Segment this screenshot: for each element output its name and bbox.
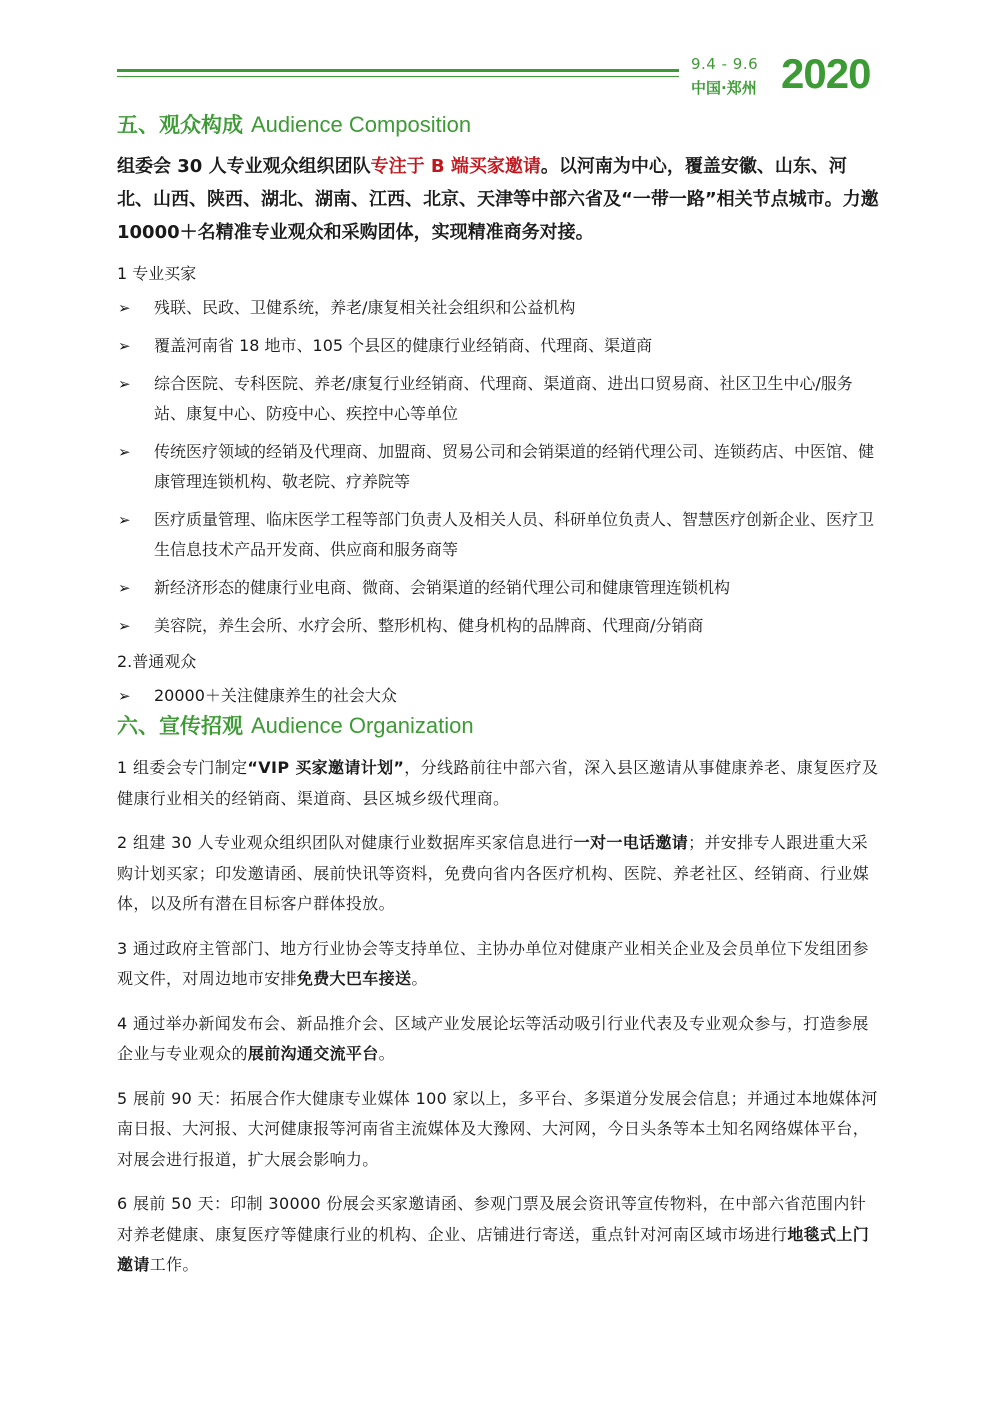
promo-paragraph-2: 2 组建 30 人专业观众组织团队对健康行业数据库买家信息进行一对一电话邀请；并安排专人跟进重大采购计划买家；印发邀请函、展前快讯等资料，免费向省内各医疗机构、医院、养老社区、经销商、行业媒体，以及所有潜在目标客户群体投放。: [117, 833, 870, 913]
list-item: ➢ 20000＋关注健康养生的社会大众: [117, 681, 879, 711]
intro-part2: 。以河南为中心，覆盖安徽、山东、河北、山西、陕西、湖北、湖南、江西、北京、天津等中部六省及“一带一路”相关节点城市。力邀 10000＋名精准专业观众和采购团体，实现精准商务对接。: [117, 156, 879, 243]
header-city: 中国·郑州: [691, 79, 757, 97]
list-item: ➢ 覆盖河南省 18 地市、105 个县区的健康行业经销商、代理商、渠道商: [117, 331, 879, 361]
promo-paragraph-5: 5 展前 90 天：拓展合作大健康专业媒体 100 家以上，多平台、多渠道分发展会信息；并通过本地媒体河南日报、大河报、大河健康报等河南省主流媒体及大豫网、大河网，今日头条等本土知名网络媒体平台，对展会进行报道，扩大展会影响力。: [117, 1088, 878, 1169]
arrow-icon: ➢: [118, 375, 131, 393]
list-item: ➢ 美容院，养生会所、水疗会所、整形机构、健身机构的品牌商、代理商/分销商: [117, 611, 879, 641]
section5-title: [117, 110, 879, 140]
section6-title-en: Audience Organization: [251, 713, 474, 738]
arrow-icon: ➢: [118, 511, 131, 529]
promo-paragraph-4: 4 通过举办新闻发布会、新品推介会、区域产业发展论坛等活动吸引行业代表及专业观众参与，打造参展企业与专业观众的展前沟通交流平台。: [117, 1013, 869, 1063]
section5-title-en: Audience Composition: [251, 112, 472, 137]
list-item: ➢ 医疗质量管理、临床医学工程等部门负责人及相关人员、科研单位负责人、智慧医疗创新企业、医疗卫生信息技术产品开发商、供应商和服务商等: [117, 505, 879, 565]
arrow-icon: ➢: [118, 337, 131, 355]
intro-highlight: 专注于 B 端买家邀请: [370, 156, 541, 177]
promo-paragraph-6: 6 展前 50 天：印制 30000 份展会买家邀请函、参观门票及展会资讯等宣传物料，在中部六省范围内针对养老健康、康复医疗等健康行业的机构、企业、店铺进行寄送，重点针对河南区域市场进行地毯式上门邀请工作。: [117, 1194, 870, 1274]
promo-paragraph-3: 3 通过政府主管部门、地方行业协会等支持单位、主协办单位对健康产业相关企业及会员单位下发组团参观文件，对周边地市安排免费大巴车接送。: [117, 938, 869, 988]
section5-title-cn: 五、观众构成: [117, 113, 243, 137]
subhead-general-audience: 2.普通观众: [117, 652, 197, 671]
arrow-icon: ➢: [118, 617, 131, 635]
subhead-professional-buyers: 1 专业买家: [117, 264, 197, 283]
list-item: ➢ 新经济形态的健康行业电商、微商、会销渠道的经销代理公司和健康管理连锁机构: [117, 573, 879, 603]
list-item: ➢ 残联、民政、卫健系统，养老/康复相关社会组织和公益机构: [117, 293, 879, 323]
general-audience-list: [117, 681, 879, 711]
header-dates: 9.4 - 9.6: [691, 55, 759, 73]
section6-title: [117, 711, 879, 741]
list-item: ➢ 综合医院、专科医院、养老/康复行业经销商、代理商、渠道商、进出口贸易商、社区卫生中心/服务站、康复中心、防疫中心、疾控中心等单位: [117, 369, 879, 429]
section5-intro: [117, 150, 879, 249]
promo-paragraph-1: 1 组委会专门制定“VIP 买家邀请计划”，分线路前往中部六省，深入县区邀请从事健康养老、康复医疗及健康行业相关的经销商、渠道商、县区城乡级代理商。: [117, 758, 879, 808]
arrow-icon: ➢: [118, 687, 131, 705]
header-rule-thin: [117, 76, 679, 77]
buyer-list: [117, 293, 879, 641]
header-rule-thick: [117, 69, 679, 72]
arrow-icon: ➢: [118, 443, 131, 461]
header-year: 2020: [781, 50, 871, 97]
page-content: [117, 110, 879, 1281]
intro-part1: 组委会 30 人专业观众组织团队: [117, 156, 371, 177]
list-item: ➢ 传统医疗领域的经销及代理商、加盟商、贸易公司和会销渠道的经销代理公司、连锁药店、中医馆、健康管理连锁机构、敬老院、疗养院等: [117, 437, 879, 497]
arrow-icon: ➢: [118, 579, 131, 597]
section6-title-cn: 六、宣传招观: [117, 714, 243, 738]
arrow-icon: ➢: [118, 299, 131, 317]
